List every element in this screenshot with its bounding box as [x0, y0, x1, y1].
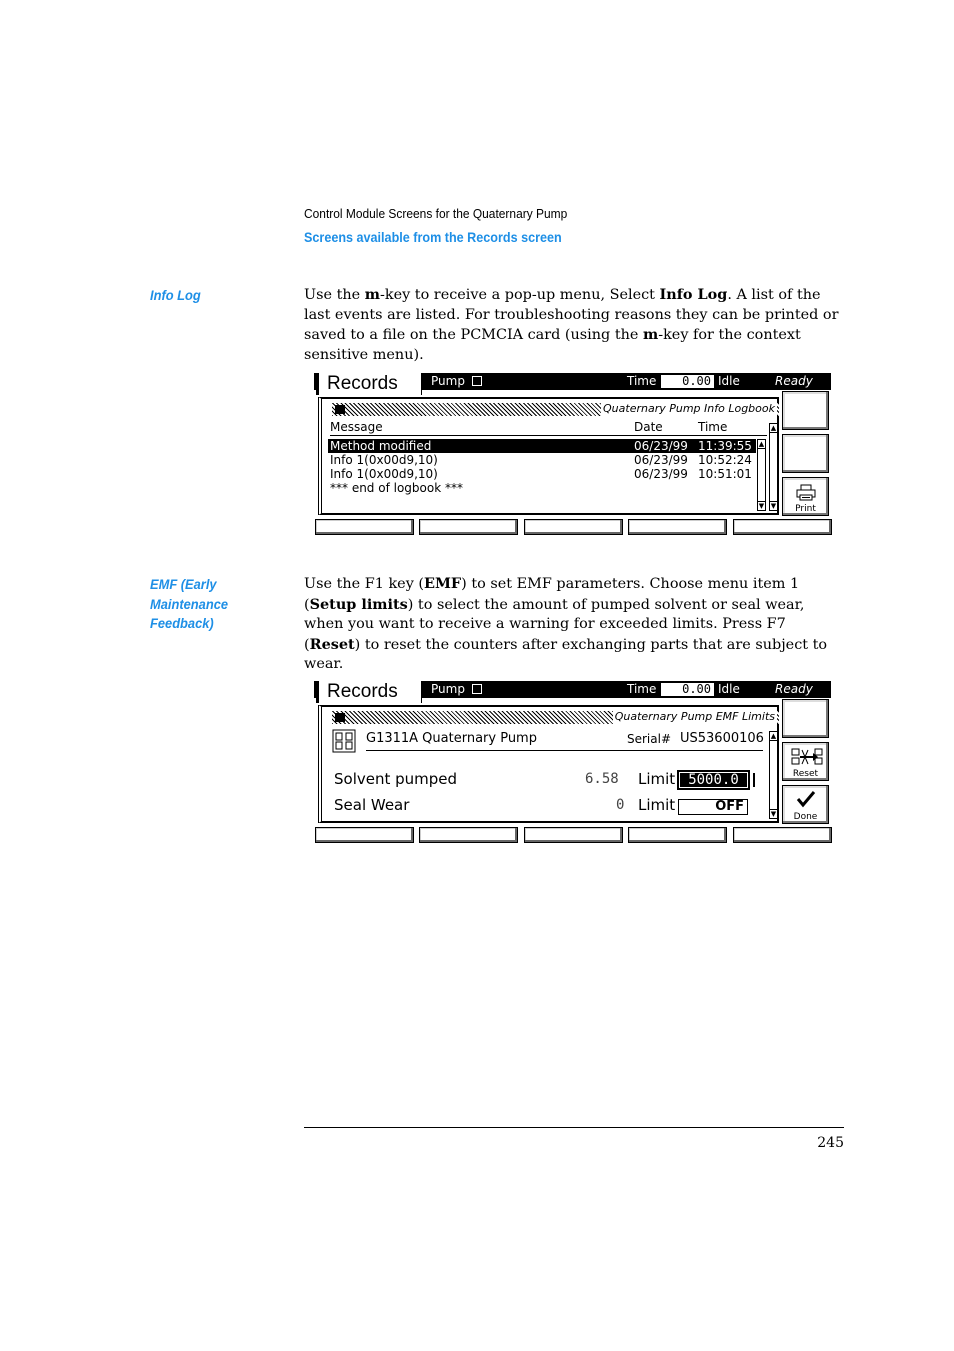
bold-term: EMF [424, 575, 462, 592]
printer-icon [796, 484, 816, 501]
column-date: Date [634, 420, 663, 434]
emf-panel [318, 705, 779, 823]
panel-title: Quaternary Pump Info Logbook [603, 402, 775, 415]
idle-status: Idle [718, 374, 740, 388]
print-button[interactable] [782, 477, 829, 516]
scroll-down-icon[interactable]: ▼ [770, 810, 777, 818]
seal-limit-value: OFF [715, 799, 744, 814]
column-message: Message [330, 420, 383, 434]
solvent-limit-input[interactable] [677, 770, 750, 790]
time-value: 0.00 [661, 683, 714, 696]
log-row-message[interactable]: Info 1(0x00d9,10) [330, 453, 438, 467]
bold-term: Info Log [659, 286, 728, 303]
window-menu-icon[interactable] [335, 405, 345, 414]
text-run: -key for the context sensitive menu). [304, 327, 801, 363]
text-run: ) to set EMF parameters. Choose menu item 1 ( [304, 576, 800, 613]
scroll-up-icon[interactable]: ▲ [758, 440, 765, 448]
done-label: Done [793, 812, 818, 822]
text-run: Use the [304, 287, 365, 303]
text-run: ) to reset the counters after exchanging parts that are subject to wear. [304, 636, 828, 673]
window-menu-icon[interactable] [335, 713, 345, 722]
seal-limit-label: Limit [638, 796, 676, 814]
panel-title-bar [332, 711, 779, 724]
pump-label: Pump [431, 682, 465, 696]
log-row-date: 06/23/99 [634, 453, 688, 467]
outer-scrollbar[interactable] [769, 731, 778, 819]
print-label: Print [795, 504, 816, 514]
log-row-message[interactable]: Info 1(0x00d9,10) [330, 467, 438, 481]
time-label: Time [627, 374, 657, 388]
serial-value: US53600106 [680, 731, 764, 746]
solvent-limit-label: Limit [638, 770, 676, 788]
softkey-2[interactable] [782, 434, 829, 473]
emf-paragraph [304, 574, 844, 675]
reset-label: Reset [792, 769, 819, 779]
end-of-logbook: *** end of logbook *** [330, 481, 463, 495]
done-button[interactable] [782, 785, 829, 824]
scroll-down-icon[interactable]: ▼ [770, 502, 777, 510]
scroll-up-icon[interactable]: ▲ [770, 732, 777, 740]
idle-status: Idle [718, 682, 740, 696]
function-key-1[interactable] [315, 827, 414, 843]
solvent-pumped-label: Solvent pumped [334, 770, 458, 788]
scroll-up-icon[interactable]: ▲ [770, 424, 777, 432]
pump-status-box [472, 684, 482, 694]
log-row-time: 10:51:01 [698, 467, 752, 481]
softkey-1[interactable] [782, 391, 829, 430]
info-logbook-screen [314, 373, 832, 537]
function-key-2[interactable] [419, 827, 518, 843]
column-time: Time [698, 420, 728, 434]
log-row-date: 06/23/99 [634, 439, 688, 453]
text-run: Use the F1 key ( [304, 576, 425, 592]
seal-wear-value: 0 [616, 797, 625, 813]
header-divider [330, 435, 767, 436]
module-name: G1311A Quaternary Pump [366, 731, 537, 746]
records-tab[interactable]: Records [316, 681, 422, 703]
seal-limit-input[interactable] [678, 799, 748, 815]
ready-status: Ready [775, 374, 813, 388]
bold-term: m [642, 326, 659, 344]
function-key-4[interactable] [628, 827, 727, 843]
log-row-message[interactable]: Method modified [330, 439, 432, 453]
softkey-1[interactable] [782, 699, 829, 738]
bold-term: Setup limits [309, 595, 408, 613]
function-key-3[interactable] [524, 519, 623, 535]
emf-heading-line: Feedback) [150, 615, 214, 631]
solvent-pumped-value: 6.58 [585, 771, 619, 787]
function-key-3[interactable] [524, 827, 623, 843]
function-key-5[interactable] [733, 827, 832, 843]
emf-heading [150, 575, 228, 634]
panel-title-bar [332, 403, 779, 416]
ready-status: Ready [775, 682, 813, 696]
emf-limits-screen [314, 681, 832, 845]
serial-label: Serial# [627, 732, 672, 746]
page-number: 245 [817, 1135, 844, 1151]
checkmark-icon [796, 790, 816, 808]
emf-heading-line: Maintenance [150, 595, 229, 612]
log-row-time: 11:39:55 [698, 439, 752, 453]
outer-scrollbar[interactable] [769, 423, 778, 511]
text-run: -key to receive a pop-up menu, Select [379, 287, 660, 303]
log-row-date: 06/23/99 [634, 467, 688, 481]
chapter-header: Control Module Screens for the Quaternary Pump [304, 206, 568, 221]
info-log-heading: Info Log [150, 287, 201, 303]
function-key-2[interactable] [419, 519, 518, 535]
seal-wear-label: Seal Wear [334, 796, 410, 814]
log-scrollbar[interactable] [757, 439, 766, 511]
reset-button[interactable] [782, 742, 829, 781]
pump-label: Pump [431, 374, 465, 388]
reset-icon [790, 747, 824, 767]
bold-term: m [364, 286, 380, 303]
logbook-panel [318, 397, 779, 515]
solvent-limit-value: 5000.0 [680, 773, 747, 787]
function-key-5[interactable] [733, 519, 832, 535]
records-tab[interactable]: Records [316, 373, 422, 395]
scroll-down-icon[interactable]: ▼ [758, 502, 765, 510]
pump-module-icon [332, 729, 356, 753]
text-run: ) to select the amount of pumped solvent or seal wear, when you want to receive a warning for exceeded limits. Press F7 ( [304, 596, 805, 653]
section-header: Screens available from the Records screen [304, 229, 562, 245]
pump-status-box [472, 376, 482, 386]
info-log-paragraph [304, 285, 844, 365]
emf-heading-line: EMF (Early [150, 576, 217, 592]
time-label: Time [627, 682, 657, 696]
log-row-time: 10:52:24 [698, 453, 752, 467]
text-cursor [753, 773, 755, 787]
module-divider [366, 750, 763, 751]
function-key-1[interactable] [315, 519, 414, 535]
function-key-4[interactable] [628, 519, 727, 535]
panel-title: Quaternary Pump EMF Limits [614, 710, 775, 723]
text-run: . A list of the last events are listed. For troubleshooting reasons they can be printed or saved to a file on the PCMCIA card (using the [304, 287, 839, 344]
footer-rule [304, 1127, 844, 1128]
bold-term: Reset [309, 635, 355, 653]
time-value: 0.00 [661, 375, 714, 388]
